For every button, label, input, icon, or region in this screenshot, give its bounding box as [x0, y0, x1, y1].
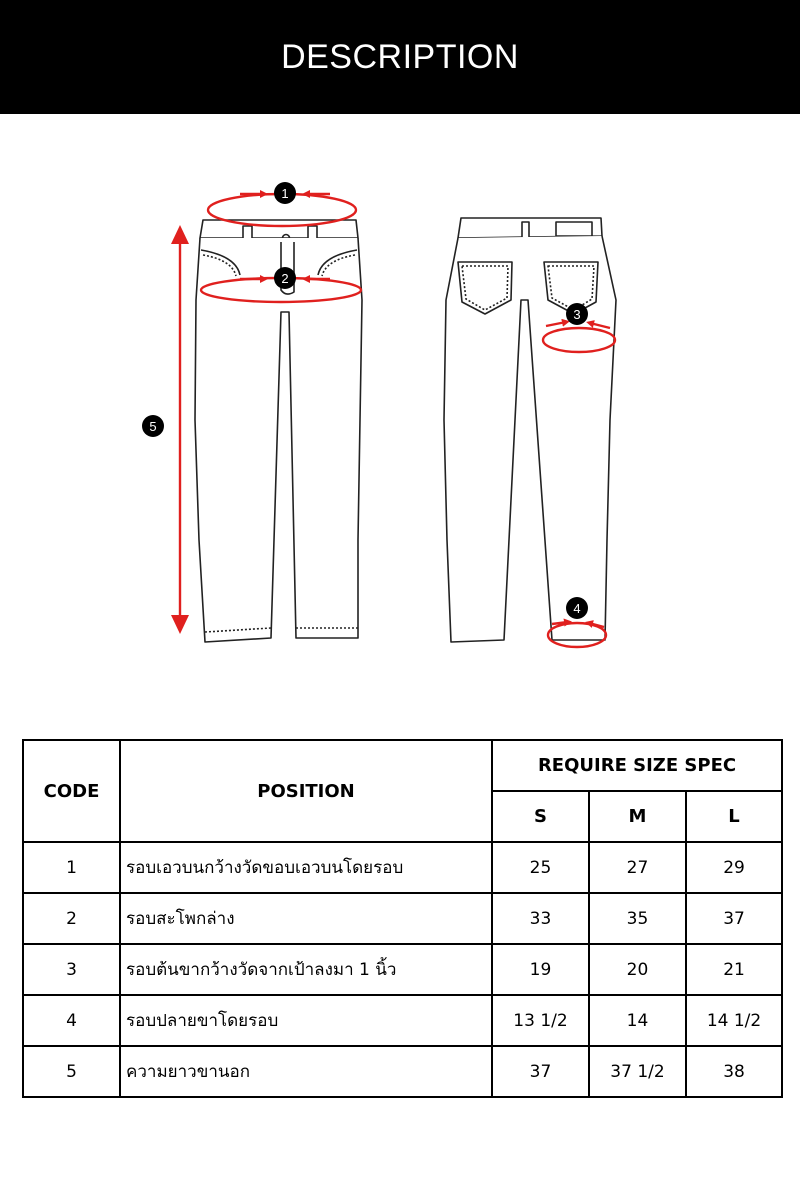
- row-size-s: 25: [492, 842, 589, 893]
- row-size-s: 13 1/2: [492, 995, 589, 1046]
- row-position: รอบเอวบนกว้างวัดขอบเอวบนโดยรอบ: [120, 842, 492, 893]
- table-row: [23, 995, 782, 1046]
- row-size-l: 21: [686, 944, 782, 995]
- marker-4: [566, 597, 588, 619]
- row-position: ความยาวขานอก: [120, 1046, 492, 1097]
- table-row: [23, 893, 782, 944]
- marker-1: [274, 182, 296, 204]
- marker-3: [566, 303, 588, 325]
- row-position: รอบปลายขาโดยรอบ: [120, 995, 492, 1046]
- table-header-row: [23, 740, 782, 791]
- row-size-m: 14: [589, 995, 686, 1046]
- row-size-m: 27: [589, 842, 686, 893]
- svg-text:3: 3: [573, 307, 581, 322]
- row-code: 2: [23, 893, 120, 944]
- row-size-m: 37 1/2: [589, 1046, 686, 1097]
- row-size-l: 38: [686, 1046, 782, 1097]
- row-code: 1: [23, 842, 120, 893]
- size-m-header: M: [589, 791, 686, 842]
- size-spec-table: [22, 739, 783, 1098]
- measurement-diagram: [0, 114, 800, 714]
- row-size-l: 14 1/2: [686, 995, 782, 1046]
- back-pants-illustration: [444, 218, 616, 642]
- code-header: CODE: [23, 740, 120, 842]
- svg-text:2: 2: [281, 271, 289, 286]
- row-code: 5: [23, 1046, 120, 1097]
- position-header: POSITION: [120, 740, 492, 842]
- marker-5: [142, 415, 164, 437]
- table-row: [23, 1046, 782, 1097]
- row-size-s: 19: [492, 944, 589, 995]
- row-position: รอบสะโพกล่าง: [120, 893, 492, 944]
- svg-text:4: 4: [573, 601, 581, 616]
- svg-text:5: 5: [149, 419, 157, 434]
- length-measure: [171, 225, 189, 634]
- row-position: รอบต้นขากว้างวัดจากเป้าลงมา 1 นิ้ว: [120, 944, 492, 995]
- row-code: 3: [23, 944, 120, 995]
- table-row: [23, 842, 782, 893]
- page-title: DESCRIPTION: [281, 37, 519, 76]
- row-size-m: 20: [589, 944, 686, 995]
- svg-text:1: 1: [281, 186, 289, 201]
- marker-2: [274, 267, 296, 289]
- row-size-m: 35: [589, 893, 686, 944]
- size-spec-header: REQUIRE SIZE SPEC: [492, 740, 782, 791]
- row-size-l: 37: [686, 893, 782, 944]
- row-code: 4: [23, 995, 120, 1046]
- row-size-l: 29: [686, 842, 782, 893]
- size-s-header: S: [492, 791, 589, 842]
- table-row: [23, 944, 782, 995]
- row-size-s: 37: [492, 1046, 589, 1097]
- header-bar: [0, 0, 800, 114]
- row-size-s: 33: [492, 893, 589, 944]
- size-l-header: L: [686, 791, 782, 842]
